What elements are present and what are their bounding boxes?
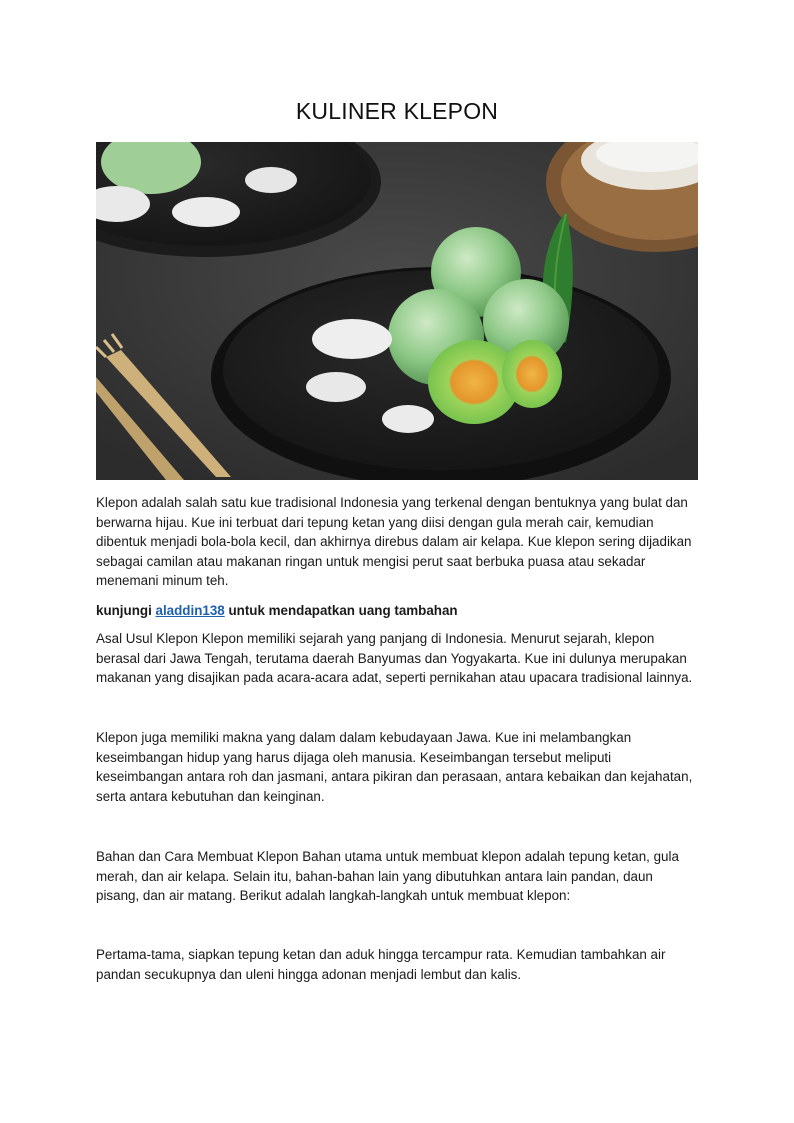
- paragraph-meaning: [96, 728, 698, 806]
- paragraph-text: Asal Usul Klepon Klepon memiliki sejarah yang panjang di Indonesia. Menurut sejarah, klepon berasal dari Jawa Tengah, terutama daerah Banyumas dan Yogyakarta. Kue ini dulunya merupakan makanan yang disajikan pada acara-acara adat, seperti pernikahan atau upacara tradisional lainnya.: [96, 631, 693, 686]
- paragraph-history: [96, 629, 698, 688]
- promo-suffix: untuk mendapatkan uang tambahan: [224, 603, 458, 618]
- promo-line: [96, 601, 698, 621]
- paragraph-text: Klepon adalah salah satu kue tradisional Indonesia yang terkenal dengan bentuknya yang bulat dan berwarna hijau. Kue ini terbuat dari tepung ketan yang diisi dengan gula merah cair, kemudian dibentuk menjadi bola-bola kecil, dan akhirnya direbus dalam air kelapa. Kue klepon sering dijadikan sebagai camilan atau makanan ringan untuk mengisi perut saat berbuka puasa atau sekadar menemani minum teh.: [96, 495, 692, 589]
- promo-prefix: kunjungi: [96, 603, 156, 618]
- promo-link[interactable]: aladdin138: [155, 603, 225, 618]
- paragraph-text: Pertama-tama, siapkan tepung ketan dan aduk hingga tercampur rata. Kemudian tambahkan air pandan secukupnya dan uleni hingga adonan menjadi lembut dan kalis.: [96, 947, 666, 982]
- paragraph-text: Bahan dan Cara Membuat Klepon Bahan utama untuk membuat klepon adalah tepung ketan, gula merah, dan air kelapa. Selain itu, bahan-bahan lain yang dibutuhkan antara lain pandan, daun pisang, dan air matang. Berikut adalah langkah-langkah untuk membuat klepon:: [96, 849, 679, 904]
- paragraph-ingredients: [96, 847, 698, 906]
- paragraph-step-one: [96, 945, 698, 984]
- klepon-photo: [96, 142, 698, 480]
- paragraph-intro: [96, 493, 698, 591]
- document-title: KULINER KLEPON: [295, 98, 499, 124]
- paragraph-text: Klepon juga memiliki makna yang dalam dalam kebudayaan Jawa. Kue ini melambangkan keseimbangan hidup yang harus dijaga oleh manusia. Keseimbangan tersebut meliputi keseimbangan antara roh dan jasmani, antara pikiran dan perasaan, antara kebaikan dan kejahatan, serta antara kebutuhan dan keinginan.: [96, 730, 693, 804]
